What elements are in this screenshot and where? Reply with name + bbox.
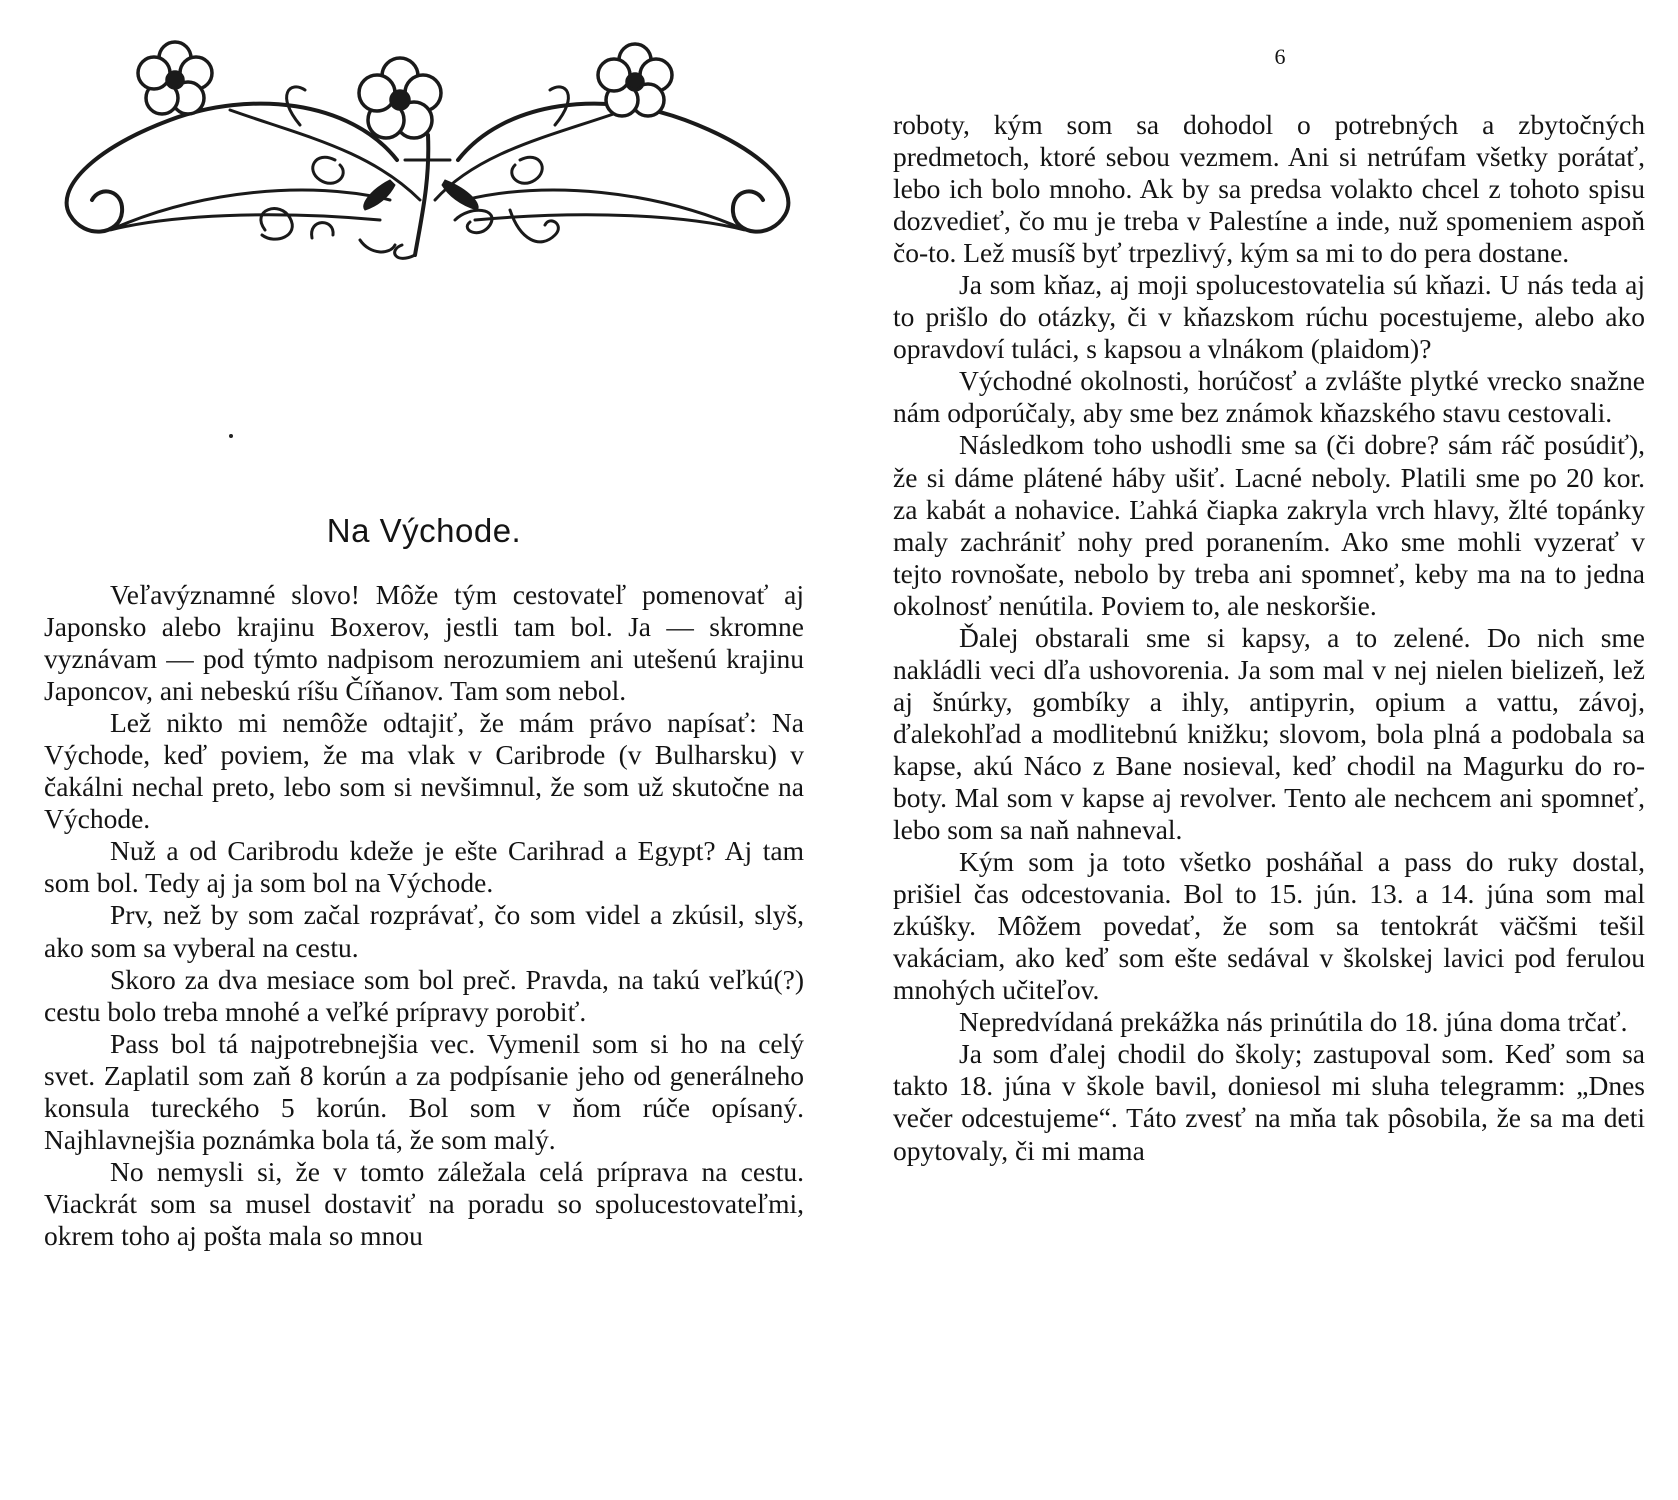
paragraph: Lež nikto mi nemôže odtajiť, že mám právo napísať: Na Východe, keď poviem, že ma vlak v Caribrode (v Bulharsku) v čakálni nechal preto, lebo som si nevšimnul, že som už skutočne na Východe. bbox=[44, 707, 804, 835]
paragraph: Ja som kňaz, aj moji spolucestovatelia sú kňazi. U nás teda aj to prišlo do otázky, či v kňazskom rúchu pocestujeme, alebo ako opravdoví tuláci, s kapsou a vlnákom (plaidom)? bbox=[893, 269, 1645, 365]
paragraph: Následkom toho ushodli sme sa (či dobre? sám ráč posúdiť), že si dáme plátené háby ušiť. Lacné neboly. Platili sme po 20 kor. za kabát a nohavice. Ľahká čiapka zakryla vrch hlavy, žlté topánky maly zachrániť nohy pred poranením. Ako sme mohli vyzerať v tejto rovnošate, nebolo by treba ani spomneť, keby ma na to jedna okolnosť nenútila. Poviem to, ale neskoršie. bbox=[893, 429, 1645, 621]
paragraph: No nemysli si, že v tomto záležala celá príprava na cestu. Viackrát som sa musel dostaviť na poradu so spolucestovateľmi, okrem toho aj pošta mala so mnou bbox=[44, 1155, 804, 1251]
stray-dot bbox=[229, 434, 233, 438]
paragraph: Nuž a od Caribrodu kdeže je ešte Carihrad a Egypt? Aj tam som bol. Tedy aj ja som bol na Východe. bbox=[44, 835, 804, 899]
right-page-body bbox=[893, 109, 1645, 1167]
floral-ornament bbox=[50, 40, 805, 280]
paragraph: Ďalej obstarali sme si kapsy, a to zelené. Do nich sme nakládli veci dľa ushovorenia. Ja som mal v nej nielen bielizeň, lež aj šnúrky, gombíky a ihly, antipyrin, opium a vattu, závoj, ďalekohľad a modlitebnú knižku; slovom, bola plná a podobala sa kapse, akú Náco z Bane nosieval, keď chodil na Magurku do roboty. Mal som v kapse aj revolver. Tento ale nechcem ani spomneť, lebo som sa naň nahneval. bbox=[893, 621, 1645, 846]
paragraph: Veľavýznamné slovo! Môže tým cestovateľ pomenovať aj Japonsko alebo krajinu Boxerov, jestli tam bol. Ja — skromne vyznávam — pod týmto nadpisom nerozumiem ani utešenú krajinu Japoncov, ani nebeskú ríšu Číňanov. Tam som nebol. bbox=[44, 579, 804, 707]
page-number: 6 bbox=[1274, 44, 1286, 69]
paragraph: Skoro za dva mesiace som bol preč. Pravda, na takú veľkú(?) cestu bolo treba mnohé a veľké prípravy porobiť. bbox=[44, 963, 804, 1027]
paragraph: Ja som ďalej chodil do školy; zastupoval som. Keď som sa takto 18. júna v škole bavil, doniesol mi sluha telegramm: „Dnes večer odcestujeme“. Táto zvesť na mňa tak pôsobila, že sa ma deti opytovaly, či mi mama bbox=[893, 1038, 1645, 1166]
paragraph: Pass bol tá najpotrebnejšia vec. Vymenil som si ho na celý svet. Zaplatil som zaň 8 korún a za podpísanie jeho od generálneho konsula tureckého 5 korún. Bol som v ňom rúče opísaný. Najhlavnejšia poznámka bola tá, že som malý. bbox=[44, 1027, 804, 1155]
paragraph: Prv, než by som začal rozprávať, čo som videl a zkúsil, slyš, ako som sa vyberal na cestu. bbox=[44, 899, 804, 963]
paragraph: Kým som ja toto všetko posháňal a pass do ruky dostal, prišiel čas odcestovania. Bol to 15. jún. 13. a 14. júna som mal zkúšky. Môžem povedať, že som sa tentokrát väčšmi tešil vakáciam, ako keď som ešte sedával v školskej lavici pod ferulou mnohých učiteľov. bbox=[893, 846, 1645, 1006]
paragraph: Východné okolnosti, horúčosť a zvlášte plytké vrecko snažne nám odporúčaly, aby sme bez známok kňazského stavu cestovali. bbox=[893, 365, 1645, 429]
chapter-title: Na Východe. bbox=[326, 512, 522, 549]
left-page-body bbox=[44, 579, 804, 1252]
paragraph: roboty, kým som sa dohodol o potrebných a zbytočných predmetoch, ktoré sebou vezmem. Ani si netrúfam všetky porátať, lebo ich bolo mnoho. Ak by sa predsa volakto chcel z tohoto spisu dozvedieť, čo mu je treba v Palestíne a inde, nuž spomeniem aspoň čo-to. Lež musíš byť trpezlivý, kým sa mi to do pera dostane. bbox=[893, 109, 1645, 269]
paragraph: Nepredvídaná prekážka nás prinútila do 18. júna doma trčať. bbox=[959, 1006, 1628, 1038]
